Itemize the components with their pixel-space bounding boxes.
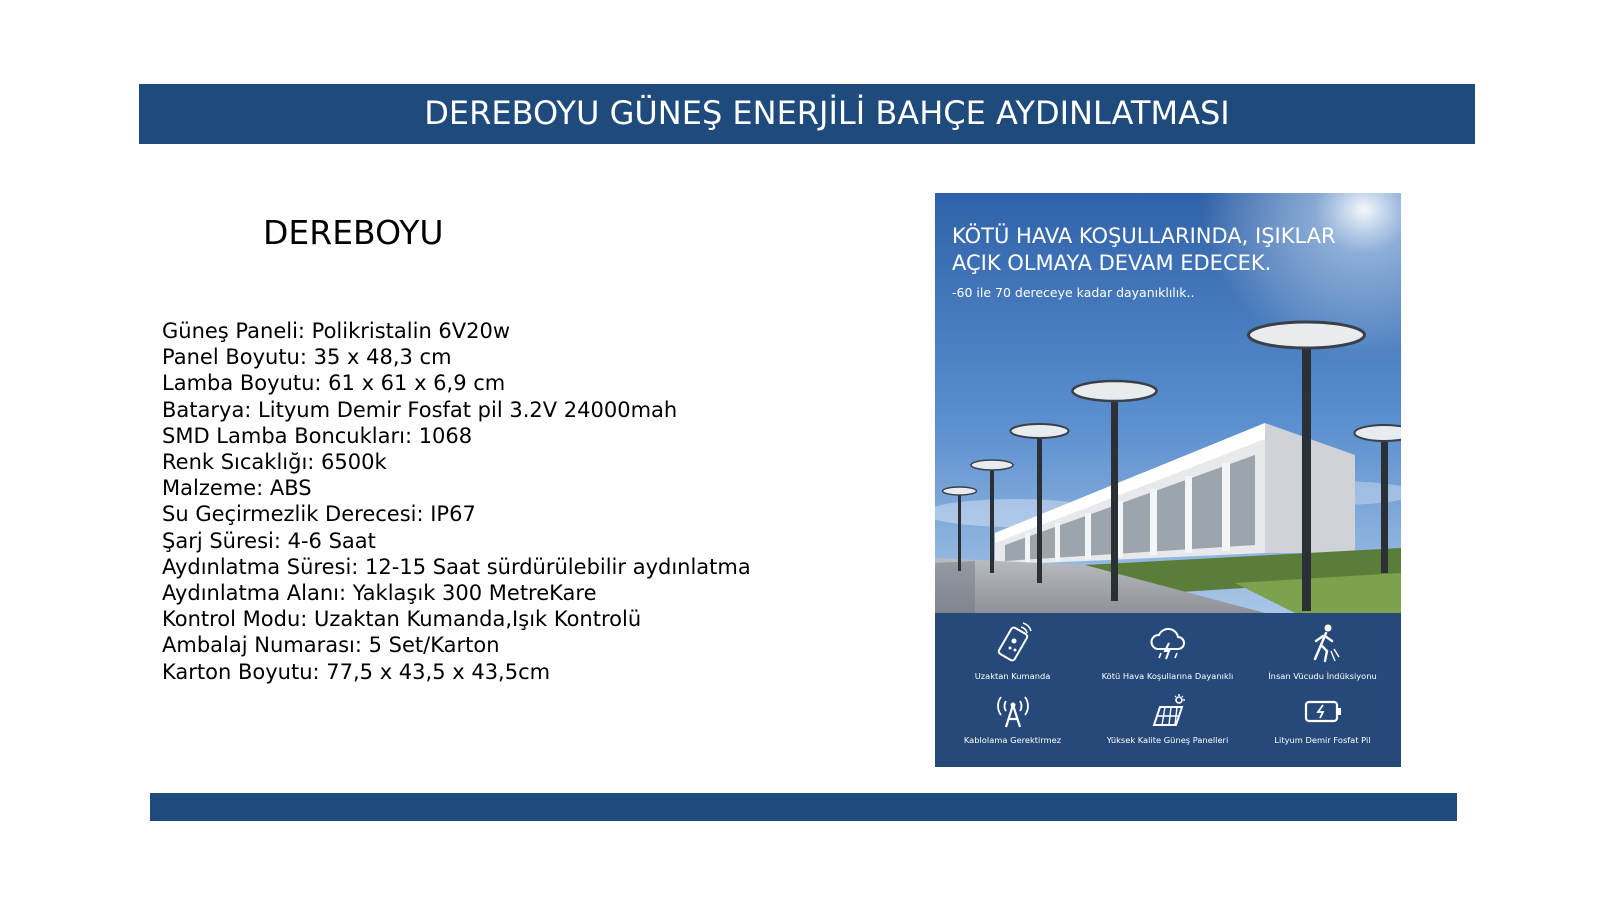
poster-headline-line: KÖTÜ HAVA KOŞULLARINDA, IŞIKLAR — [952, 224, 1336, 248]
battery-icon — [1301, 693, 1345, 729]
feature-label: Yüksek Kalite Güneş Panelleri — [1106, 735, 1229, 745]
spec-item: Malzeme: ABS — [162, 476, 312, 501]
feature-item — [1245, 621, 1400, 682]
feature-item — [935, 621, 1090, 682]
spec-list — [162, 318, 751, 685]
spec-item: Su Geçirmezlik Derecesi: IP67 — [162, 502, 476, 527]
feature-item — [1245, 693, 1400, 746]
feature-item — [1090, 621, 1245, 682]
remote-control-icon — [991, 621, 1035, 665]
storm-cloud-icon — [1146, 621, 1190, 665]
product-poster — [935, 193, 1401, 767]
product-name: DEREBOYU — [263, 213, 444, 252]
page-title: DEREBOYU GÜNEŞ ENERJİLİ BAHÇE AYDINLATMASI — [424, 94, 1230, 132]
spec-item: Aydınlatma Alanı: Yaklaşık 300 MetreKare — [162, 581, 597, 606]
spec-item: Şarj Süresi: 4-6 Saat — [162, 528, 376, 553]
feature-strip — [935, 613, 1401, 767]
feature-label: Lityum Demir Fosfat Pil — [1274, 735, 1371, 745]
feature-label: İnsan Vücudu İndüksiyonu — [1268, 671, 1377, 681]
spec-item: SMD Lamba Boncukları: 1068 — [162, 423, 473, 448]
wireless-signal-icon — [991, 693, 1035, 729]
feature-item — [935, 693, 1090, 746]
spec-item: Lamba Boyutu: 61 x 61 x 6,9 cm — [162, 371, 506, 396]
feature-label: Uzaktan Kumanda — [974, 671, 1051, 681]
walking-person-icon — [1301, 621, 1345, 665]
poster-headline — [952, 223, 1392, 277]
feature-item — [1090, 693, 1245, 746]
spec-item: Batarya: Lityum Demir Fosfat pil 3.2V 24000mah — [162, 397, 678, 422]
spec-item: Karton Boyutu: 77,5 x 43,5 x 43,5cm — [162, 659, 551, 684]
title-banner — [139, 84, 1475, 144]
spec-item: Güneş Paneli: Polikristalin 6V20w — [162, 319, 511, 343]
poster-headline-line: AÇIK OLMAYA DEVAM EDECEK. — [952, 251, 1272, 275]
spec-item: Renk Sıcaklığı: 6500k — [162, 450, 387, 475]
footer-banner — [150, 793, 1457, 821]
solar-panel-icon — [1146, 693, 1190, 729]
feature-label: Kötü Hava Koşullarına Dayanıklı — [1101, 671, 1234, 681]
spec-item: Ambalaj Numarası: 5 Set/Karton — [162, 633, 500, 658]
spec-item: Kontrol Modu: Uzaktan Kumanda,Işık Kontrolü — [162, 607, 642, 632]
feature-label: Kablolama Gerektirmez — [963, 735, 1062, 745]
spec-item: Aydınlatma Süresi: 12-15 Saat sürdürülebilir aydınlatma — [162, 554, 751, 579]
poster-subtitle: -60 ile 70 dereceye kadar dayanıklılık.. — [952, 285, 1195, 300]
spec-item: Panel Boyutu: 35 x 48,3 cm — [162, 345, 452, 370]
